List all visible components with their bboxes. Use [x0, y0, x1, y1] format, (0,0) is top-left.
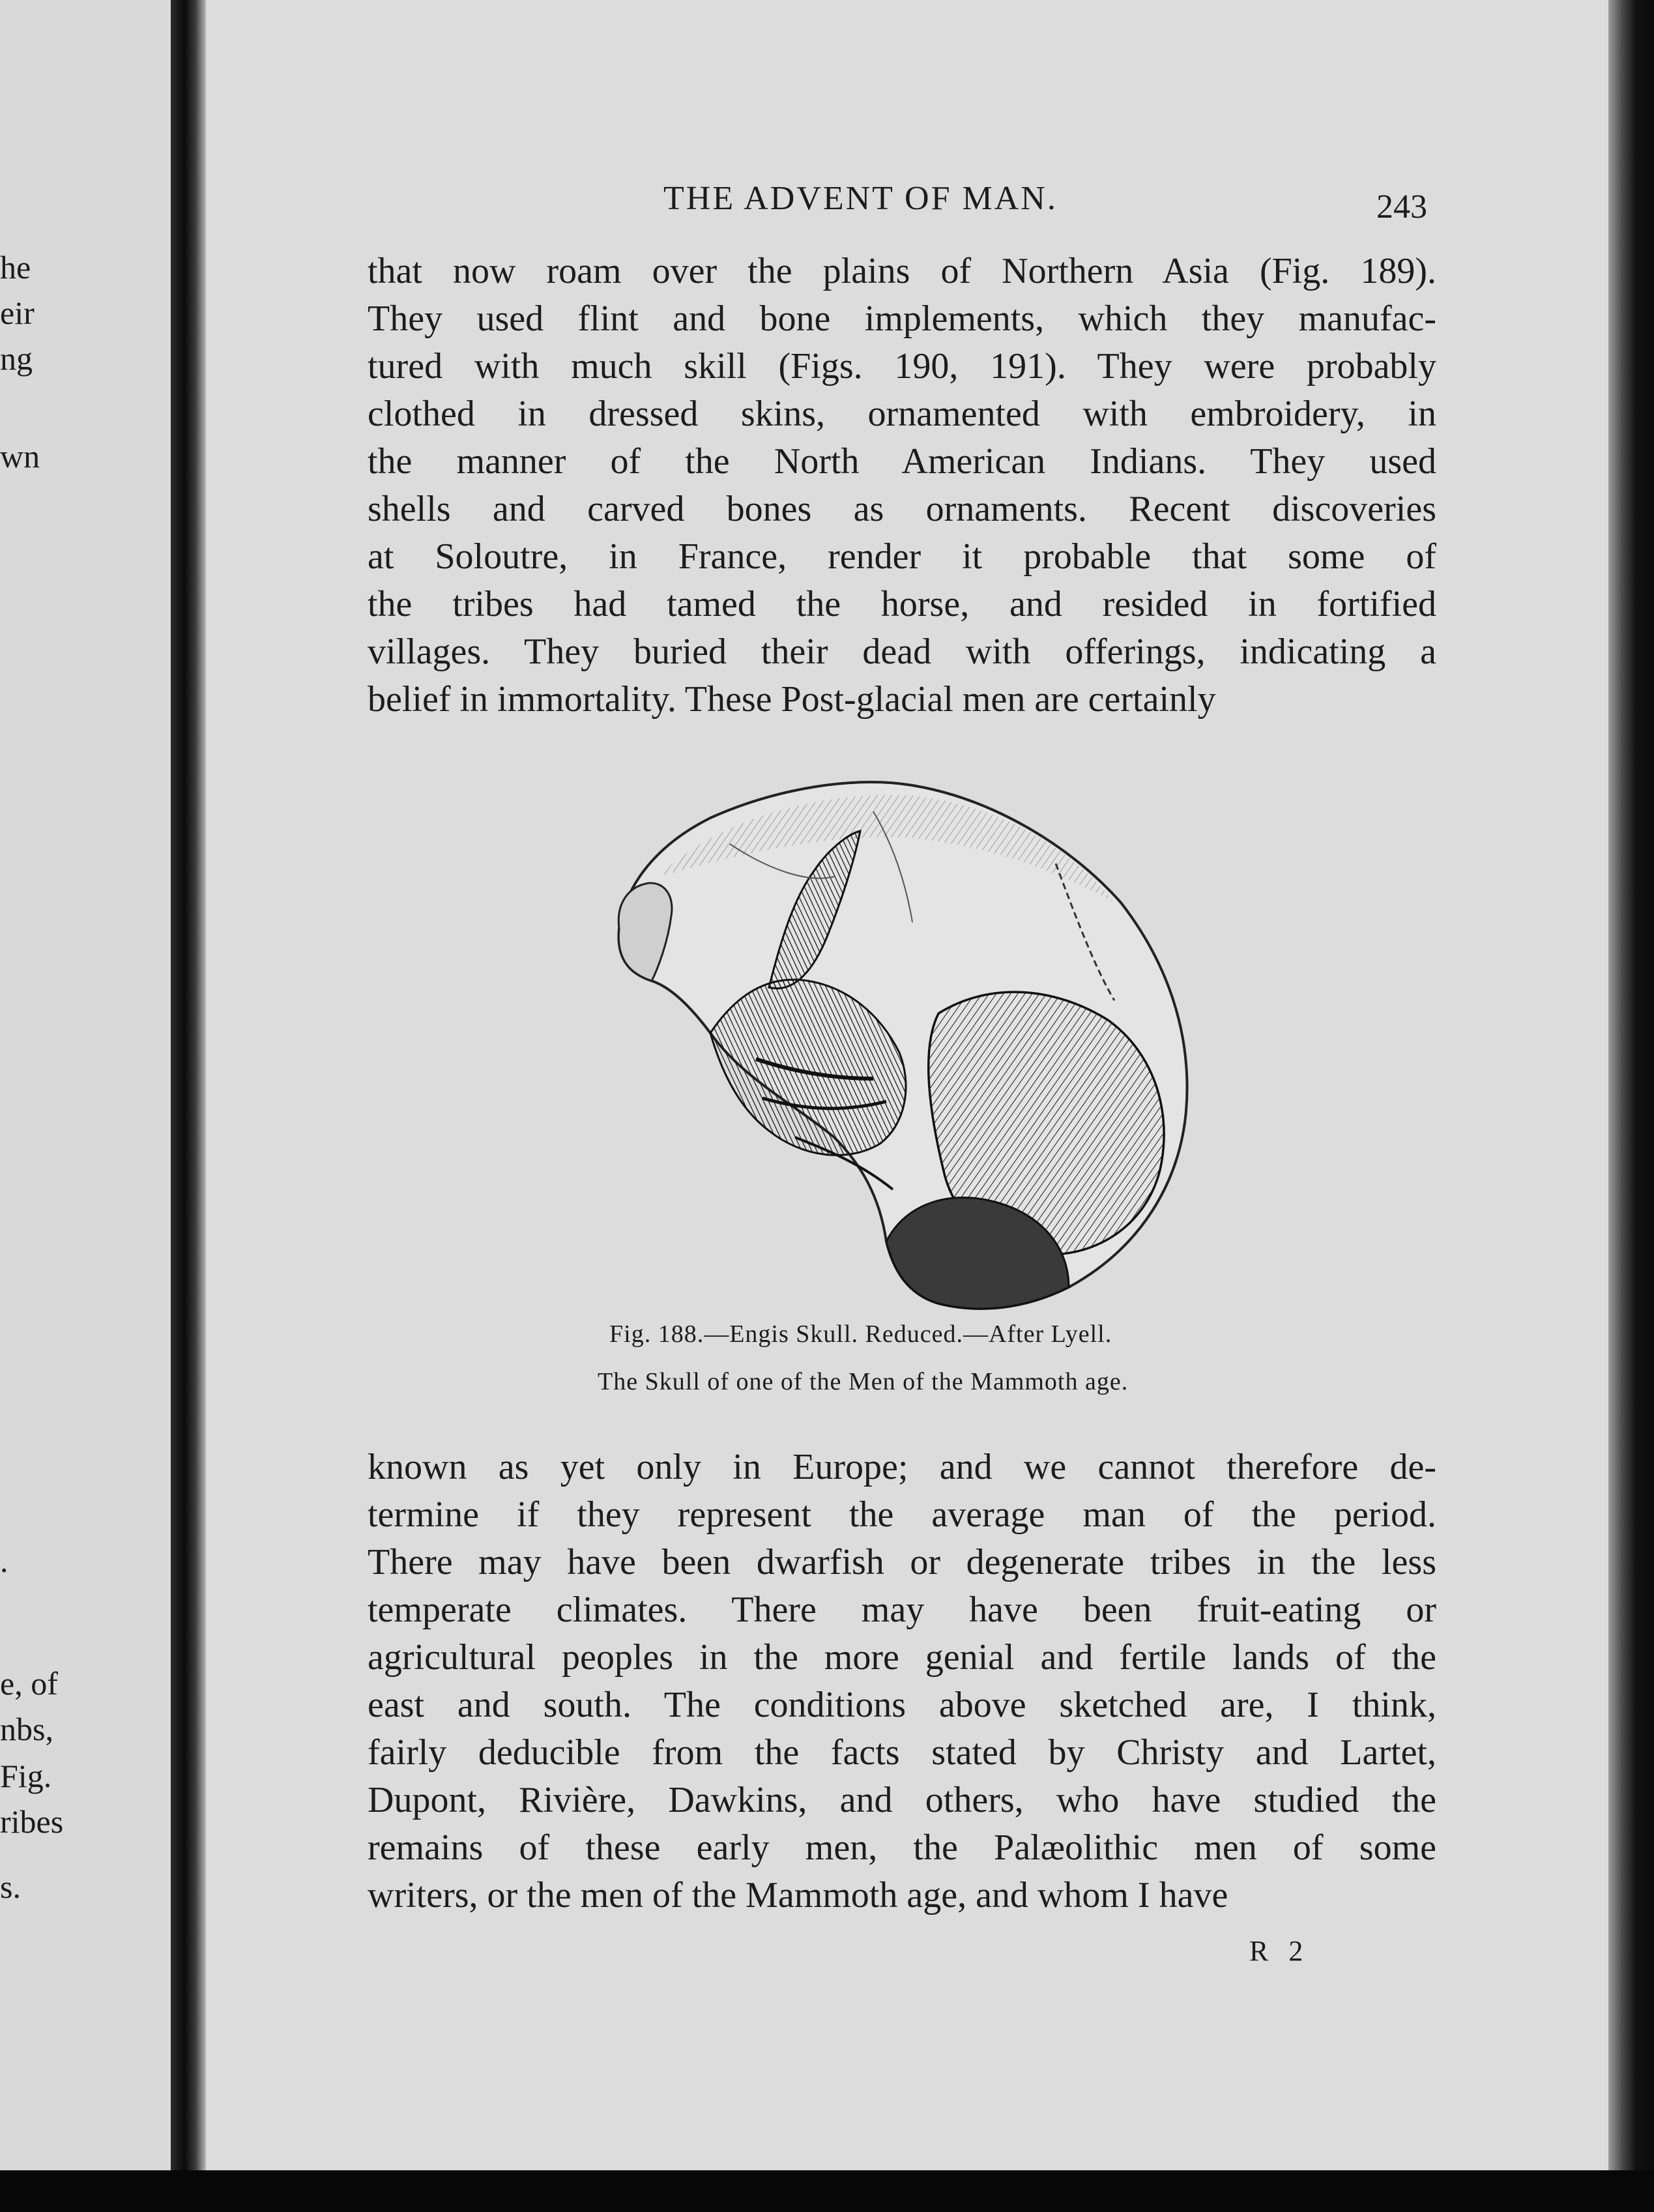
figure-subcaption: The Skull of one of the Men of the Mammoth age.: [598, 1368, 1129, 1395]
left-page-fragment: s.: [0, 1869, 21, 1905]
left-page-fragment: eir: [0, 295, 35, 331]
text-line: They used flint and bone implements, which they manufac-: [368, 298, 1436, 339]
text-line: at Soloutre, in France, render it probable that some of: [368, 536, 1436, 577]
text-line: the manner of the North American Indians. They used: [368, 441, 1436, 482]
body-paragraph-2: [368, 1444, 1436, 1919]
text-line: belief in immortality. These Post-glacial men are certainly: [368, 679, 1216, 720]
text-line: that now roam over the plains of Northern Asia (Fig. 189).: [368, 251, 1436, 291]
left-page-fragment: he: [0, 249, 31, 285]
left-page-edge: [0, 0, 171, 2183]
book-gutter: [171, 0, 206, 2212]
text-line: termine if they represent the average man of the period.: [368, 1494, 1436, 1535]
left-page-fragment: .: [0, 1543, 8, 1579]
left-page-fragment: nbs,: [0, 1711, 53, 1747]
text-line: east and south. The conditions above sketched are, I think,: [368, 1685, 1436, 1725]
scan-border: [0, 2170, 1654, 2212]
signature-mark: R 2: [1249, 1935, 1310, 1967]
engis-skull-illustration: [600, 772, 1212, 1317]
text-line: known as yet only in Europe; and we cannot therefore de-: [368, 1447, 1436, 1487]
left-page-fragment: ribes: [0, 1803, 64, 1840]
running-title: THE ADVENT OF MAN.: [663, 180, 1058, 217]
text-line: the tribes had tamed the horse, and resided in fortified: [368, 584, 1436, 624]
left-page-fragment: e, of: [0, 1665, 58, 1702]
left-page-fragment: wn: [0, 438, 40, 474]
text-line: clothed in dressed skins, ornamented with embroidery, in: [368, 394, 1436, 434]
left-page-fragment: ng: [0, 340, 33, 377]
text-line: tured with much skill (Figs. 190, 191). They were probably: [368, 346, 1436, 386]
figure-caption: Fig. 188.—Engis Skull. Reduced.—After Lyell.: [609, 1320, 1112, 1348]
left-page-fragment: Fig.: [0, 1758, 52, 1794]
text-line: agricultural peoples in the more genial and fertile lands of the: [368, 1637, 1436, 1678]
text-line: writers, or the men of the Mammoth age, and whom I have: [368, 1875, 1228, 1915]
text-line: temperate climates. There may have been fruit-eating or: [368, 1590, 1436, 1630]
page-edge-shadow: [1608, 0, 1654, 2212]
text-line: shells and carved bones as ornaments. Recent discoveries: [368, 489, 1436, 529]
page-number: 243: [1376, 188, 1427, 226]
body-paragraph-1: [368, 248, 1436, 723]
skull-engraving: [600, 772, 1212, 1317]
text-line: fairly deducible from the facts stated by Christy and Lartet,: [368, 1732, 1436, 1773]
text-line: There may have been dwarfish or degenerate tribes in the less: [368, 1542, 1436, 1582]
text-line: villages. They buried their dead with offerings, indicating a: [368, 632, 1436, 672]
text-line: Dupont, Rivière, Dawkins, and others, who have studied the: [368, 1780, 1436, 1820]
text-line: remains of these early men, the Palæolithic men of some: [368, 1827, 1436, 1868]
